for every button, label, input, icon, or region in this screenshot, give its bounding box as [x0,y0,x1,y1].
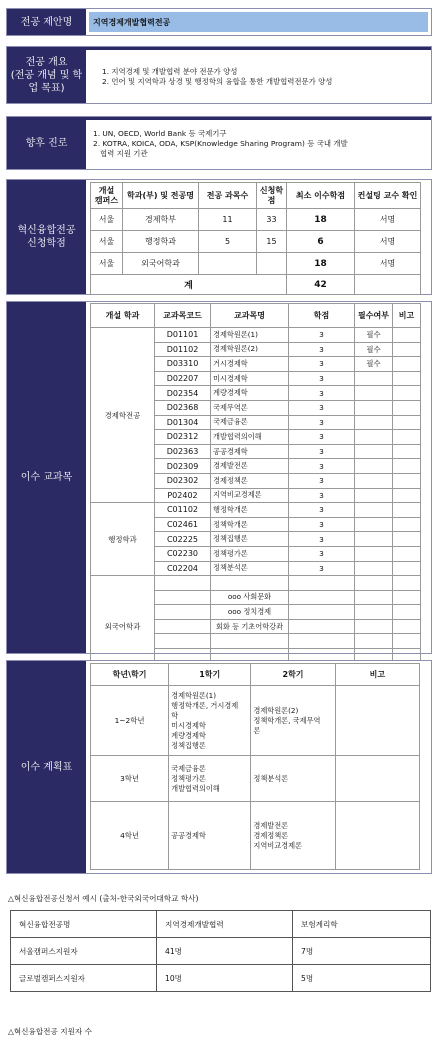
course-code: C02225 [155,532,211,547]
example-cell: 글로벌캠퍼스지원자 [11,965,157,992]
course-required [355,576,393,591]
course-note [393,473,421,488]
courses-header-row [91,304,421,328]
example-cell: 7명 [293,938,431,965]
course-code [155,619,211,634]
course-name: 정책분석론 [211,561,289,576]
course-note [393,576,421,591]
course-credit: 3 [289,328,355,343]
course-note [393,546,421,561]
course-name: ooo 정치경제 [211,605,289,620]
overview-section [6,46,432,104]
plan-course: 지역비교경제론 [253,840,302,850]
credits-cell: 서명 [355,253,421,275]
courses-row [91,503,421,518]
plan-row [91,802,420,870]
course-credit: 3 [289,503,355,518]
credits-cell: 서울 [91,209,123,231]
credits-cell: 외국어학과 [123,253,199,275]
course-name [211,634,289,649]
credits-cell: 18 [287,209,355,231]
course-name: 행정학개론 [211,503,289,518]
credits-cell: 서울 [91,253,123,275]
plan-course: 정책분석론 [253,773,289,783]
course-required [355,605,393,620]
courses-label: 이수 교과목 [7,302,86,653]
credits-cell: 18 [287,253,355,275]
overview-text [86,47,431,87]
plan-note [335,756,419,802]
plan-course: 정책평가론 [171,773,206,783]
course-name: 정책학개론 [211,517,289,532]
plan-header-cell: 비고 [335,664,419,686]
example-row [11,965,431,992]
course-credit [289,590,355,605]
plan-course: 론 [253,725,261,735]
plan-semester-s2 [251,756,335,802]
plan-row [91,686,420,756]
course-note [393,561,421,576]
courses-row [91,576,421,591]
course-required [355,415,393,430]
top-bar [86,117,431,120]
course-credit: 3 [289,386,355,401]
course-name: 지역비교경제론 [211,488,289,503]
course-note [393,605,421,620]
course-name: 정책집행론 [211,532,289,547]
plan-row [91,756,420,802]
course-credit [289,634,355,649]
plan-course: 계량경제학 [171,730,206,740]
plan-course: 공공경제학 [171,830,206,840]
course-required [355,371,393,386]
dept-cell: 경제학전공 [91,328,155,503]
credits-cell: 33 [257,209,287,231]
career-label: 향후 진로 [7,117,86,169]
course-credit: 3 [289,517,355,532]
course-code: D02309 [155,459,211,474]
plan-header-cell: 1학기 [169,664,251,686]
credits-header-row [91,183,421,209]
plan-semester-s1 [169,756,251,802]
dept-cell: 행정학과 [91,503,155,576]
course-credit: 3 [289,430,355,445]
course-code: D02354 [155,386,211,401]
plan-course: 미시경제학 [171,720,206,730]
credits-cell: 경제학부 [123,209,199,231]
course-required [355,546,393,561]
credits-header-cell: 전공 과목수 [199,183,257,209]
course-name: 미시경제학 [211,371,289,386]
plan-course: 행정학개론, 거시경제 [171,700,239,710]
course-code: D02312 [155,430,211,445]
course-name: 경제발전론 [211,459,289,474]
course-required: 필수 [355,328,393,343]
course-name [211,576,289,591]
course-name: ooo 사회문화 [211,590,289,605]
plan-header-row [91,664,420,686]
credits-cell: 11 [199,209,257,231]
course-code: P02402 [155,488,211,503]
plan-course: 정책집행론 [171,740,206,750]
course-note [393,503,421,518]
top-bar [86,47,431,50]
text-line: 1. 지역경제 및 개발협력 분야 전문가 양성 [102,67,238,76]
courses-header-cell: 학점 [289,304,355,328]
course-note [393,430,421,445]
plan-year: 3학년 [91,756,169,802]
courses-header-cell: 교과목명 [211,304,289,328]
course-code: D02207 [155,371,211,386]
plan-note [335,802,419,870]
text-line: 2. KOTRA, KOICA, ODA, KSP(Knowledge Sharing Program) 등 국내 개발 [93,139,348,148]
courses-section [6,301,432,654]
example-row [11,938,431,965]
course-name: 경제학원론(1) [211,328,289,343]
course-code: D01101 [155,328,211,343]
course-note [393,415,421,430]
example-cell: 서울캠퍼스지원자 [11,938,157,965]
plan-semester-s2 [251,686,335,756]
course-name: 경제학원론(2) [211,342,289,357]
plan-table [90,663,420,870]
credits-cell: 서명 [355,231,421,253]
course-name: 회화 등 기초어학강좌 [211,619,289,634]
credits-label: 혁신융합전공 신청학점 [7,180,86,294]
course-credit: 3 [289,415,355,430]
courses-row [91,328,421,343]
course-required [355,430,393,445]
credits-header-cell: 최소 이수학점 [287,183,355,209]
courses-header-cell: 개설 학과 [91,304,155,328]
plan-course: 국제금융론 [171,763,206,773]
credits-section [6,179,432,295]
plan-label: 이수 계획표 [7,661,86,873]
plan-course: 학 [171,710,179,720]
plan-course: 개발협력의이해 [171,783,220,793]
course-code [155,590,211,605]
course-credit: 3 [289,473,355,488]
dept-cell: 외국어학과 [91,576,155,678]
plan-semester-s1 [169,802,251,870]
course-credit [289,619,355,634]
example-caption-2: △혁신융합전공 지원자 수 [8,1027,93,1036]
course-code: D02368 [155,400,211,415]
course-credit: 3 [289,532,355,547]
course-note [393,459,421,474]
course-code: D01304 [155,415,211,430]
plan-year: 4학년 [91,802,169,870]
example-table [10,910,431,992]
credits-cell: 서명 [355,209,421,231]
career-section [6,116,432,170]
course-note [393,371,421,386]
course-note [393,357,421,372]
example-cell: 지역경제개발협력 [157,911,293,938]
career-text [86,117,431,159]
course-name: 계량경제학 [211,386,289,401]
course-note [393,590,421,605]
course-code: C02230 [155,546,211,561]
example-cell: 보험계리학 [293,911,431,938]
course-credit: 3 [289,342,355,357]
courses-header-cell: 필수여부 [355,304,393,328]
proposal-label: 전공 제안명 [7,9,86,35]
example-cell: 5명 [293,965,431,992]
course-required [355,473,393,488]
course-code: C02204 [155,561,211,576]
course-name: 개발협력의이해 [211,430,289,445]
course-credit: 3 [289,546,355,561]
example-row [11,911,431,938]
courses-header-cell: 교과목코드 [155,304,211,328]
courses-table [90,303,421,678]
plan-year: 1~2학년 [91,686,169,756]
credits-cell: 행정학과 [123,231,199,253]
proposal-value: 지역경제개발협력전공 [89,12,428,32]
course-credit: 3 [289,357,355,372]
text-line: 협력 지원 기관 [93,149,148,158]
course-note [393,532,421,547]
course-code: D02363 [155,444,211,459]
course-note [393,444,421,459]
course-credit: 3 [289,459,355,474]
course-note [393,619,421,634]
course-name: 국제무역론 [211,400,289,415]
example-cell: 41명 [157,938,293,965]
credits-cell: 5 [199,231,257,253]
course-code: C02461 [155,517,211,532]
credits-cell [257,253,287,275]
credits-header-cell: 컨설팅 교수 확인 [355,183,421,209]
course-credit: 3 [289,371,355,386]
course-note [393,342,421,357]
course-credit: 3 [289,488,355,503]
course-note [393,386,421,401]
course-note [393,634,421,649]
plan-semester-s1 [169,686,251,756]
course-name: 국제금융론 [211,415,289,430]
credits-total-label: 계 [91,275,287,295]
example-cell: 10명 [157,965,293,992]
courses-header-cell: 비고 [393,304,421,328]
course-required [355,444,393,459]
course-name: 정책평가론 [211,546,289,561]
plan-course: 경제정책론 [253,830,289,840]
text-line: 1. UN, OECD, World Bank 등 국제기구 [93,129,227,138]
course-required [355,459,393,474]
course-required [355,532,393,547]
course-code: D02302 [155,473,211,488]
credits-cell [199,253,257,275]
course-required: 필수 [355,357,393,372]
example-cell: 혁신융합전공명 [11,911,157,938]
credits-header-cell: 학과(부) 및 전공명 [123,183,199,209]
course-name: 공공경제학 [211,444,289,459]
credits-row [91,231,421,253]
course-name: 거시경제학 [211,357,289,372]
course-name: 경제정책론 [211,473,289,488]
course-required [355,488,393,503]
course-code: D01102 [155,342,211,357]
credits-cell: 15 [257,231,287,253]
course-credit: 3 [289,400,355,415]
course-note [393,517,421,532]
course-code: C01102 [155,503,211,518]
plan-header-cell: 학년\학기 [91,664,169,686]
credits-header-cell: 신청학점 [257,183,287,209]
course-credit [289,576,355,591]
credits-header-cell: 개설 캠퍼스 [91,183,123,209]
credits-cell: 6 [287,231,355,253]
course-required [355,561,393,576]
overview-label: 전공 개요 (전공 개념 및 학업 목표) [7,47,86,103]
course-required [355,400,393,415]
text-line: 2. 언어 및 지역학과 상경 및 행정학의 융합을 통한 개발협력전문가 양성 [102,77,333,86]
course-required [355,634,393,649]
course-required [355,517,393,532]
plan-course: 경제학원론(1) [171,690,217,700]
plan-note [335,686,419,756]
plan-course: 경제학원론(2) [253,705,299,715]
course-required [355,386,393,401]
plan-course: 정책학개론, 국제무역 [253,715,321,725]
plan-course: 경제발전론 [253,820,289,830]
course-note [393,488,421,503]
course-note [393,328,421,343]
course-credit [289,605,355,620]
course-code: D03310 [155,357,211,372]
credits-cell: 서울 [91,231,123,253]
course-note [393,400,421,415]
course-required [355,503,393,518]
credits-total-empty [355,275,421,295]
course-code [155,605,211,620]
course-credit: 3 [289,444,355,459]
course-credit: 3 [289,561,355,576]
credits-row [91,209,421,231]
course-code [155,634,211,649]
credits-total-row [91,275,421,295]
plan-section [6,660,432,874]
example-caption: △혁신융합전공신청서 예시 (출처-한국외국어대학교 학사) [8,894,199,903]
credits-row [91,253,421,275]
plan-semester-s2 [251,802,335,870]
course-code [155,576,211,591]
credits-total-value: 42 [287,275,355,295]
proposal-section [6,8,432,36]
course-required: 필수 [355,342,393,357]
credits-table [90,182,421,295]
course-required [355,619,393,634]
plan-header-cell: 2학기 [251,664,335,686]
course-required [355,590,393,605]
